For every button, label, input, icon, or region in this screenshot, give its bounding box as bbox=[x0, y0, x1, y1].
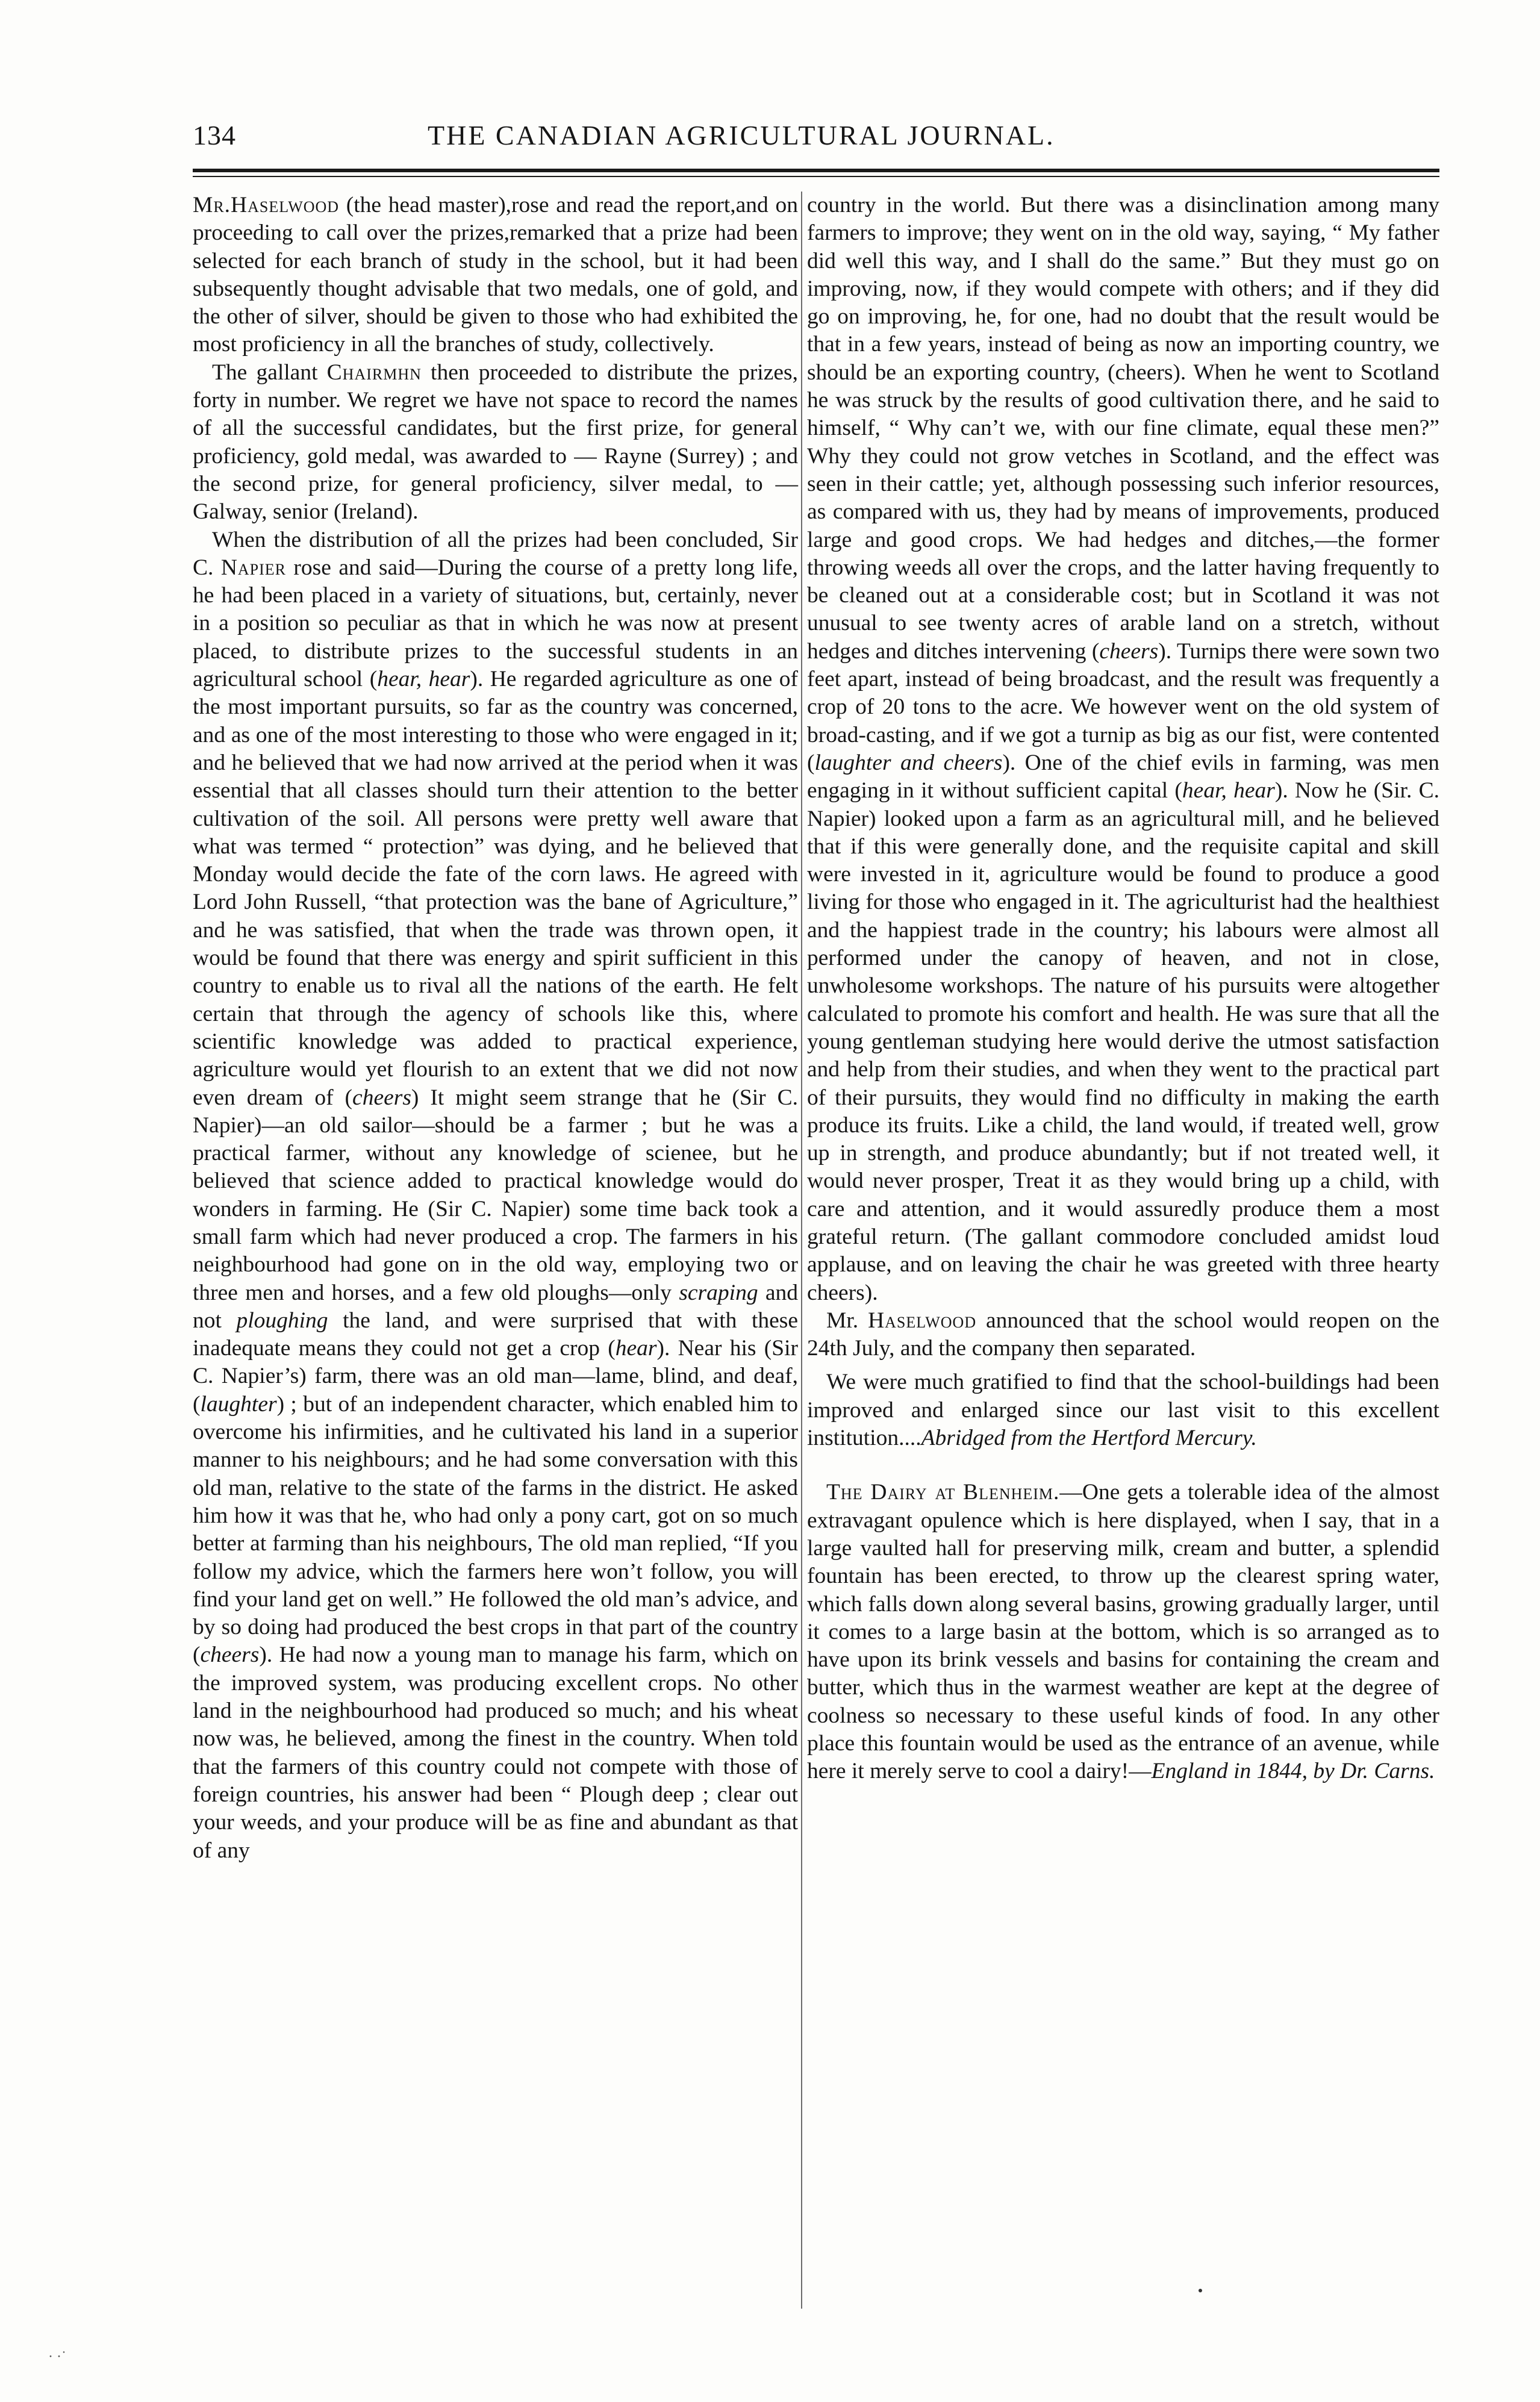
italic-aside: cheers bbox=[1099, 638, 1159, 664]
person-name: Chairmhn bbox=[326, 360, 422, 385]
paragraph-speech bbox=[193, 526, 798, 1865]
paragraph-text: ). Now he (Sir. C. Napier) looked upon a farm as an agricultural mill, and he believed that if this were generally done, and the requisite capital and skill were invested in it, agriculture would be found to produce a good living for those who engaged in it. The agriculturist had the healthiest and the happiest trade in the country; his labours were almost all performed under the canopy of heaven, and not in close, unwholesome workshops. The nature of his pursuits were altogether calculated to promote his comfort and health. He was sure that all the young gentleman studying here would derive the utmost satisfaction and help from their studies, and when they went to the practical part of their pursuits, they would find no difficulty in making the earth produce its fruits. Like a child, the land would, if treated well, grow up in strength, and produce abundantly; but if not treated well, it would never prosper, Treat it as they would bring up a child, with care and attention, and it would assuredly produce them a most grateful return. (The gallant commodore concluded amidst loud applause, and on leaving the chair he was greeted with three hearty cheers). bbox=[807, 778, 1439, 1305]
paragraph-text: announced that the school would reopen on the 24th July, and the company then separated. bbox=[807, 1308, 1439, 1361]
article-title: The Dairy at Blenheim. bbox=[826, 1480, 1060, 1505]
paragraph-text: (the head master),rose and read the report,and on proceeding to call over the prizes,remarked that a prize had been selected for each branch of study in the school, but it had been subsequently thought advisable that two medals, one of gold, and the other of silver, should be given to those who had exhibited the most proficiency in all the branches of study, collectively. bbox=[193, 193, 798, 357]
paragraph-text: ). One of the chief evils in farming, was men engaging in it without sufficient capital ( bbox=[807, 750, 1440, 803]
paragraph-prizes bbox=[193, 359, 798, 526]
paragraph-text: ). He regarded agriculture as one of the most important pursuits, so far as the country was concerned, and as one of the most interesting to those who were engaged in it; and he believed that we had now arrived at the period when it was essential that all classes should turn their attention to the better cultivation of the soil. All persons were pretty well aware that what was termed “ protection” was dying, and he believed that Monday would decide the fate of the corn laws. He agreed with Lord John Russell, “that protection was the bane of Agriculture,” and he was satisfied, that when the trade was thrown open, it would be found that there was energy and spirit sufficient in this country to enable us to rival all the nations of the earth. He felt certain that through the agency of schools like this, where scientific knowledge was added to practical experience, agriculture would yet flourish to an extent that we did not now even dream of ( bbox=[193, 667, 798, 1110]
paragraph-text: then proceeded to distribute the prizes, forty in number. We regret we have not space to record the names of all the successful candidates, but the first prize, for general proficiency, gold medal, was awarded to — Rayne (Surrey) ; and the second prize, for general proficiency, silver medal, to — Galway, senior (Ireland). bbox=[193, 360, 798, 525]
paragraph-text: When the distribution of all the prizes had been concluded, Sir C. bbox=[193, 527, 798, 580]
paragraph-text: country in the world. But there was a disinclination among many farmers to improve; they went on in the old way, saying, “ My father did well this way, and I shall do the same.” But they must go on improving, now, if they would compete with others; and if they did go on improving, he, for one, had no doubt that the result would be that in a few years, instead of being as now an importing country, we should be an exporting country, (cheers). When he went to Scotland he was struck by the results of good cultivation there, and he said to himself, “ Why can’t we, with our fine climate, equal these men?” Why they could not grow vetches in Scotland, and the effect was seen in their cattle; yet, although possessing such inferior resources, as compared with us, they had by means of improvements, produced large and good crops. We had hedges and ditches,—the former throwing weeds all over the crops, and the latter having frequently to be cleaned out at a considerable cost; but in Scotland it was not unusual to see twenty acres of arable land on a stretch, without hedges and ditches intervening ( bbox=[807, 193, 1439, 664]
person-name: Mr.Haselwood bbox=[193, 193, 340, 217]
paragraph-text: ). Near his (Sir C. Napier’s) farm, there was an old man—lame, blind, and deaf, ( bbox=[193, 1336, 798, 1417]
italic-aside: cheers bbox=[352, 1085, 411, 1110]
header-rule-thick bbox=[193, 169, 1439, 172]
column-divider bbox=[801, 192, 802, 2309]
paragraph-text: ) ; but of an independent character, which enabled him to overcome his infirmities, and he cultivated his land in a superior manner to his neighbours; and he had some conversation with this old man, relative to the state of the farms in the district. He asked him how it was that he, who had only a pony cart, got on so much better at farming than his neighbours, The old man replied, “If you follow my advice, which the farmers here won’t follow, you will find your land get on well.” He followed the old man’s advice, and by so doing had produced the best crops in that part of the country ( bbox=[193, 1391, 798, 1668]
running-title: THE CANADIAN AGRICULTURAL JOURNAL. bbox=[428, 120, 1055, 151]
paragraph-report bbox=[193, 192, 798, 359]
italic-aside: hear, hear bbox=[1182, 778, 1275, 803]
right-column bbox=[807, 192, 1439, 1786]
italic-aside: hear bbox=[615, 1336, 657, 1361]
paragraph-text: ). Turnips there were sown two feet apart, instead of being broadcast, and the result was frequently a crop of 20 tons to the acre. We however went on the old system of broad-casting, and if we got a turnip as big as our fist, were contented ( bbox=[807, 638, 1439, 775]
source-citation: Abridged from the Hertford Mercury. bbox=[921, 1426, 1257, 1451]
paragraph-text: rose and said—During the course of a pretty long life, he had been placed in a variety of situations, but, certainly, never in a position so peculiar as that in which he was now at present placed, to distribute prizes to the successful students in an agricultural school ( bbox=[193, 555, 799, 692]
paragraph-text: The gallant bbox=[212, 360, 327, 385]
italic-aside: hear, hear bbox=[377, 667, 470, 692]
italic-emphasis: scraping bbox=[679, 1280, 758, 1305]
left-column bbox=[193, 192, 798, 1865]
paragraph-text: the land, and were surprised that with these inadequate means they could not get a crop ( bbox=[193, 1308, 798, 1361]
paragraph-speech-continued bbox=[807, 192, 1439, 1307]
article-dairy-blenheim bbox=[807, 1479, 1439, 1785]
header-rule-thin bbox=[193, 176, 1439, 177]
italic-emphasis: ploughing bbox=[236, 1308, 328, 1333]
italic-aside: laughter and cheers bbox=[814, 750, 1003, 775]
italic-aside: cheers bbox=[200, 1642, 260, 1668]
paragraph-reopen bbox=[807, 1307, 1439, 1363]
page-header bbox=[193, 119, 1439, 161]
person-name: Haselwood bbox=[868, 1308, 977, 1333]
paragraph-text: Mr. bbox=[826, 1308, 868, 1333]
paragraph-text: —One gets a tolerable idea of the almost extravagant opulence which is here displayed, when I say, that in a large vaulted hall for preserving milk, cream and butter, a splendid fountain has been erected, to throw up the clearest spring water, which falls down along several basins, growing gradually larger, until it comes to a large basin at the bottom, which is so arranged as to have upon its brink vessels and basins for containing the cream and butter, which thus in the warmest weather are kept at the degree of coolness so necessary to these useful kinds of food. In any other place this fountain would be used as the entrance of an avenue, while here it merely serve to cool a dairy!— bbox=[807, 1480, 1439, 1784]
paragraph-text: and not bbox=[193, 1280, 798, 1333]
print-specks: · ·˙ bbox=[48, 2349, 66, 2365]
page-number: 134 bbox=[193, 120, 236, 151]
paragraph-text: We were much gratified to find that the school-buildings had been improved and enlarged since our last visit to this excellent institution.... bbox=[807, 1370, 1439, 1451]
person-name: Napier bbox=[220, 555, 287, 580]
source-citation: England in 1844, by Dr. Carns. bbox=[1151, 1759, 1435, 1784]
print-speck bbox=[1199, 2289, 1202, 2292]
paragraph-text: ) It might seem strange that he (Sir C. Napier)—an old sailor—should be a farmer ; but he was a practical farmer, without any knowledge of scienee, but he believed that science added to practical knowledge would do wonders in farming. He (Sir C. Napier) some time back took a small farm which had never produced a crop. The farmers in his neighbourhood had gone on in the old way, employing two or three men and horses, and a few old ploughs—only bbox=[193, 1085, 798, 1305]
italic-aside: laughter bbox=[200, 1391, 277, 1417]
paragraph-text: ). He had now a young man to manage his farm, which on the improved system, was producing excellent crops. No other land in the neighbourhood had produced so much; and his wheat now was, he believed, among the finest in the country. When told that the farmers of this country could not compete with those of foreign countries, his answer had been “ Plough deep ; clear out your weeds, and your produce will be as fine and abundant as that of any bbox=[193, 1642, 798, 1863]
paragraph-editorial-note bbox=[807, 1368, 1439, 1452]
